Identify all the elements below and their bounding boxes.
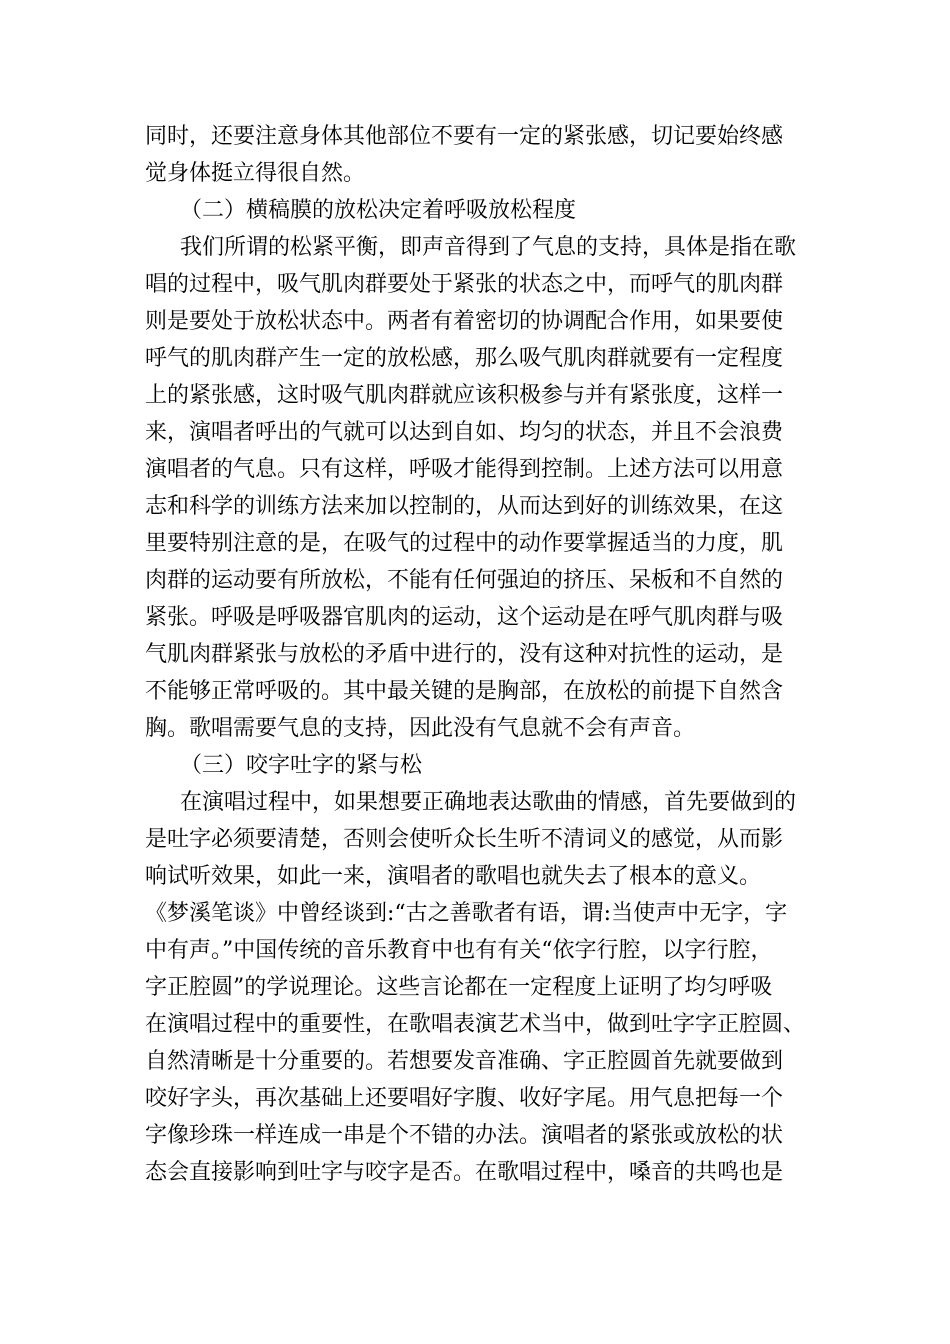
paragraph-line: 紧张。呼吸是呼吸器官肌肉的运动，这个运动是在呼气肌肉群与吸 bbox=[145, 605, 784, 630]
paragraph-line: 在演唱过程中的重要性，在歌唱表演艺术当中，做到吐字字正腔圆、 bbox=[145, 1012, 806, 1037]
section-heading: （二）横稿膜的放松决定着呼吸放松程度 bbox=[180, 198, 577, 223]
paragraph-line: 中有声。”中国传统的音乐教育中也有有关“依字行腔，以字行腔， bbox=[145, 938, 773, 963]
paragraph-line: 气肌肉群紧张与放松的矛盾中进行的，没有这种对抗性的运动，是 bbox=[145, 642, 784, 667]
paragraph-line: 不能够正常呼吸的。其中最关键的是胸部，在放松的前提下自然含 bbox=[145, 679, 784, 704]
paragraph-line: 在演唱过程中，如果想要正确地表达歌曲的情感，首先要做到的 bbox=[180, 790, 797, 815]
paragraph-line: 则是要处于放松状态中。两者有着密切的协调配合作用，如果要使 bbox=[145, 309, 784, 334]
paragraph-line: 同时，还要注意身体其他部位不要有一定的紧张感，切记要始终感 bbox=[145, 124, 784, 149]
section-heading: （三）咬字吐字的紧与松 bbox=[180, 753, 423, 778]
paragraph-line: 里要特别注意的是，在吸气的过程中的动作要掌握适当的力度，肌 bbox=[145, 531, 784, 556]
paragraph-line: 唱的过程中，吸气肌肉群要处于紧张的状态之中，而呼气的肌肉群 bbox=[145, 272, 784, 297]
paragraph-line: 是吐字必须要清楚，否则会使听众长生听不清词义的感觉，从而影 bbox=[145, 827, 784, 852]
paragraph-line: 肉群的运动要有所放松，不能有任何强迫的挤压、呆板和不自然的 bbox=[145, 568, 784, 593]
paragraph-line: 咬好字头，再次基础上还要唱好字腹、收好字尾。用气息把每一个 bbox=[145, 1086, 784, 1111]
paragraph-line: 来，演唱者呼出的气就可以达到自如、均匀的状态，并且不会浪费 bbox=[145, 420, 784, 445]
paragraph-line: 志和科学的训练方法来加以控制的，从而达到好的训练效果，在这 bbox=[145, 494, 784, 519]
paragraph-line: 自然清晰是十分重要的。若想要发音准确、字正腔圆首先就要做到 bbox=[145, 1049, 784, 1074]
paragraph-line: 呼气的肌肉群产生一定的放松感，那么吸气肌肉群就要有一定程度 bbox=[145, 346, 784, 371]
paragraph-line: 字正腔圆”的学说理论。这些言论都在一定程度上证明了均匀呼吸 bbox=[145, 975, 773, 1000]
paragraph-line: 态会直接影响到吐字与咬字是否。在歌唱过程中，嗓音的共鸣也是 bbox=[145, 1160, 784, 1185]
paragraph-line: 字像珍珠一样连成一串是个不错的办法。演唱者的紧张或放松的状 bbox=[145, 1123, 784, 1148]
paragraph-line: 上的紧张感，这时吸气肌肉群就应该积极参与并有紧张度，这样一 bbox=[145, 383, 784, 408]
paragraph-line: 响试听效果，如此一来，演唱者的歌唱也就失去了根本的意义。 bbox=[145, 864, 762, 889]
paragraph-line: 我们所谓的松紧平衡，即声音得到了气息的支持，具体是指在歌 bbox=[180, 235, 797, 260]
paragraph-line: 胸。歌唱需要气息的支持，因此没有气息就不会有声音。 bbox=[145, 716, 696, 741]
paragraph-line: 《梦溪笔谈》中曾经谈到:“古之善歌者有语，谓:当使声中无字，字 bbox=[145, 901, 788, 926]
paragraph-line: 觉身体挺立得很自然。 bbox=[145, 161, 366, 186]
paragraph-line: 演唱者的气息。只有这样，呼吸才能得到控制。上述方法可以用意 bbox=[145, 457, 784, 482]
